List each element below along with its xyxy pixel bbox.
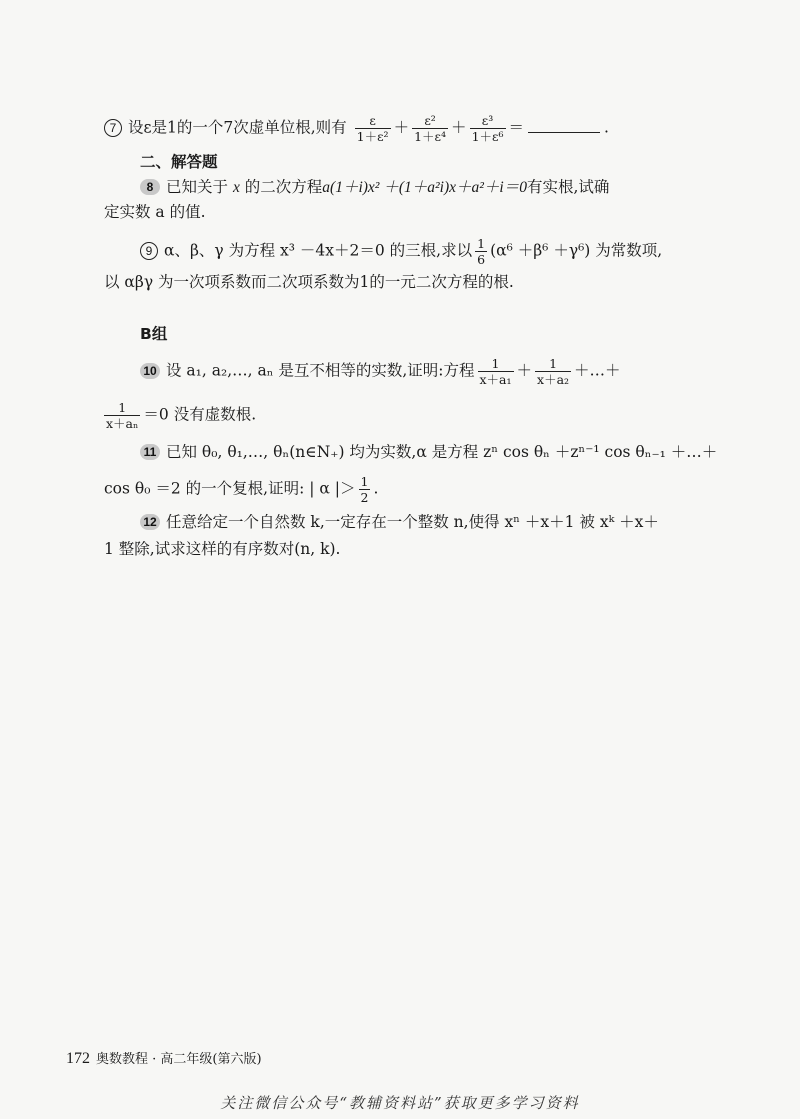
fraction: $\frac{1}{\text{x＋a₂}}$ (537, 356, 570, 387)
question-8-line2: 定实数 a 的值. (104, 203, 206, 221)
group-heading: B组 (140, 325, 168, 343)
fraction: $\frac{1}{2}$ (360, 474, 369, 505)
question-8-line1: 8 已知关于 x 的二次方程a(1＋i)x² ＋(1＋a²i)x＋a²＋i＝0有实根,试确 (140, 175, 704, 200)
question-number: 7 (104, 119, 122, 137)
question-number: 8 (140, 179, 160, 195)
question-9-line1: 9 α、β、γ 为方程 x³ －4x＋2＝0 的三根,求以 $\frac{1}{6}$ (α⁶ ＋β⁶ ＋γ⁶) 为常数项, (140, 236, 704, 267)
question-12-line2: 1 整除,试求这样的有序数对(n, k). (104, 540, 341, 558)
page-footer (66, 1048, 262, 1068)
watermark-text: 关注微信公众号“教辅资料站”获取更多学习资料 (220, 1094, 580, 1112)
fraction: $\frac{1}{6}$ (477, 236, 486, 267)
fraction: $\frac{\text{ε²}}{\text{1＋ε⁴}}$ (414, 113, 447, 144)
question-9-line2: 以 αβγ 为一次项系数而二次项系数为1的一元二次方程的根. (104, 273, 514, 291)
fraction: $\frac{1}{\text{x＋aₙ}}$ (106, 400, 139, 431)
question-number: 9 (140, 242, 158, 260)
question-number: 12 (140, 514, 160, 530)
answer-blank (528, 132, 600, 133)
question-number: 11 (140, 444, 160, 460)
fraction: $\frac{1}{\text{x＋a₁}}$ (479, 356, 512, 387)
question-11-line2: cos θ₀ ＝2 的一个复根,证明: | α |＞ $\frac{1}{2}$ . (104, 474, 379, 505)
section-heading: 二、解答题 (140, 153, 218, 171)
question-10-line2: $\frac{1}{\text{x＋aₙ}}$ ＝0 没有虚数根. (106, 400, 257, 431)
page-number: 172 (66, 1050, 90, 1067)
question-text: 设ε是1的一个7次虚单位根,则有 (128, 118, 347, 137)
fraction: $\frac{\text{ε³}}{\text{1＋ε⁶}}$ (471, 113, 504, 144)
question-11-line1: 11 已知 θ₀, θ₁,…, θₙ(n∈N₊) 均为实数,α 是方程 zⁿ cos θₙ ＋zⁿ⁻¹ cos θₙ₋₁ ＋…＋ (140, 440, 704, 464)
question-12-line1: 12 任意给定一个自然数 k,一定存在一个整数 n,使得 xⁿ ＋x＋1 被 xᵏ ＋x＋ (140, 510, 704, 534)
question-number: 10 (140, 363, 160, 379)
book-title: 奥数教程 · 高二年级(第六版) (96, 1052, 262, 1067)
fraction: $\frac{\varepsilon}{\text{1＋ε²}}$ (356, 113, 389, 144)
question-10-line1: 10 设 a₁, a₂,…, aₙ 是互不相等的实数,证明:方程 $\frac{1}{\text{x＋a₁}}$ ＋ $\frac{1}{\text{x＋a₂}}$ ＋…＋ (140, 356, 704, 387)
question-7: 7 设ε是1的一个7次虚单位根,则有 $\frac{\varepsilon}{\text{1＋ε²}}$ ＋ $\frac{\text{ε²}}{\text{1＋ε⁴}}$ ＋ $\frac{\text{ε³}}{\text{1＋ε⁶}}$ ＝ . (104, 113, 704, 144)
